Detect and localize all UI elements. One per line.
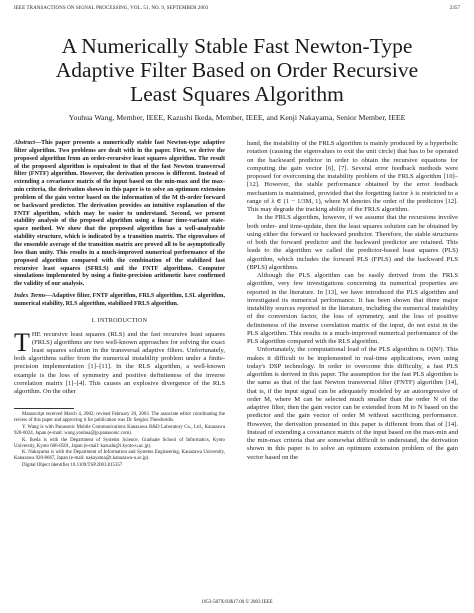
index-terms-text: Adaptive filter, FNTF algorithm, FRLS algorithm, LSL algorithm, numerical stability, RLS algorithm, stabilized FRLS algorithm. bbox=[14, 293, 225, 307]
body-paragraph: Unfortunately, the computational load of the PLS algorithm is O(N²). This makes it difficult to be implemented in real-time applications, even using today's DSP technology. In order to overcome this difficulty, a fast PLS algorithm is derived in this paper. The assumption for the fast PLS algorithm is the same as that of the fast Newton transversal filter (FNTF) algorithm [14], that is, if the input signal can be adequately modeled by an autoregressive of order M, where M can be selected much smaller than the order N of the adaptive filter, then the gain vector can be extended from M to N based on the predictor and the gain vector of order M without sacrificing performance. However, the derivation presented in this paper is different from that of [14]. Instead of extending a covariance matrix of the input based on the max-min and the min-max criteria that are somewhat difficult to understand, the derivation shown in this paper is to solve an optimum extension problem of the gain vector based on the bbox=[247, 346, 458, 461]
abstract bbox=[14, 140, 225, 289]
footnote: Digital Object Identifier 10.1109/TSP.2003.815357 bbox=[22, 462, 123, 468]
abstract-text: This paper presents a numerically stable fast Newton-type adaptive filter algorithm. Two problems are dealt with in the paper. First, we derive the proposed algorithm from an order-recursive least squares algorithm. The result of the proposed algorithm is equivalent to that of the fast Newton transversal filter (FNTF) algorithm. However, the derivation process is different. Instead of extending a covariance matrix of the input based on the min-max and the max-min criteria, the derivation shown in this paper is to solve an optimum extension problem of the gain vector based on the information of the M th-order forward or backward predictor. The derivation provides an intuitive explanation of the FNTF algorithm, which may be easier to understand. Second, we present stability analysis of the proposed algorithm using a linear time-variant state-space method. We show that the proposed algorithm has a well-analyzable stability structure, which is indicated by a transition matrix. The eigenvalues of the ensemble average of the transition matrix are proved all to be asymptotically less than unity. This results in a much-improved numerical performance of the proposed algorithm compared with the combination of the stabilized fast recursive least squares (SFRLS) and the FNTF algorithms. Computer simulations implemented by using a finite-precision arithmetic have confirmed the validity of our analysis. bbox=[14, 140, 225, 288]
abstract-label: Abstract— bbox=[14, 140, 42, 146]
footnote: Y. Wang is with Panasonic Mobile Communications Kanazawa R&D Laboratory Co., Ltd., Kanazawa 920-0024, Japan (e-mail: wang.youhua@jp.panasonic.com). bbox=[14, 424, 225, 436]
index-terms bbox=[14, 293, 225, 309]
footnote: K. Ikeda is with the Department of Systems Science, Graduate School of Informatics, Kyoto University, Kyoto 606-8501, Japan (e-mail: kazushi@i.kyoto-u.ac.jp). bbox=[14, 437, 225, 449]
paper-title: A Numerically Stable Fast Newton-Type Adaptive Filter Based on Order Recursive Least Squares Algorithm bbox=[55, 34, 419, 106]
drop-cap: T bbox=[14, 327, 30, 357]
page-number: 2357 bbox=[449, 6, 460, 11]
body-paragraph: In the FRLS algorithm, however, if we assume that the recursions involve both order- and time-update, then the least squares solution can be obtained by using either the forward or backward predictor. Therefore, the stable structures of both the forward predictor and the backward predictor are retained. This leads to the algorithm we called the predictor-based least squares (PLS) algorithm, which includes the forward PLS (FPLS) and the backward PLS (BPLS) algorithms. bbox=[247, 214, 458, 271]
right-column bbox=[247, 140, 458, 462]
footnote: K. Nakayama is with the Department of Information and Systems Engineering, Kanazawa University, Kanazawa 920-8667, Japan (e-mail: nakayama@t.kanazawa-u.ac.jp). bbox=[14, 450, 225, 462]
author-list: Youhua Wang, Member, IEEE, Kazushi Ikeda, Member, IEEE, and Kenji Nakayama, Senior Member, IEEE bbox=[68, 113, 406, 122]
copyright-line: 1053-587X/03$17.00 © 2003 IEEE bbox=[201, 600, 273, 605]
journal-name: IEEE TRANSACTIONS ON SIGNAL PROCESSING, VOL. 51, NO. 9, SEPTEMBER 2003 bbox=[14, 6, 209, 11]
index-terms-label: Index Terms— bbox=[14, 293, 52, 300]
intro-paragraph bbox=[14, 327, 225, 397]
footnote: Manuscript received March 4, 2002; revised February 20, 2003. The associate editor coordinating the review of this paper and approving it for publication was Dr. Sergios Theodoridis. bbox=[14, 412, 225, 424]
intro-text: HE recursive least squares (RLS) and the fast recursive least squares (FRLS) algorithms are two well-known approaches for solving the exact least squares solution in the transversal adaptive filters. Unfortunately, both algorithms suffer from the numerical instability problem under a finite-precision implementation [1]–[11]. In the RLS algorithm, a well-known example is the loss of symmetry and positive definiteness of the inverse correlation matrix [1]–[4]. This causes an explosive divergence of the RLS algorithm. On the other bbox=[14, 330, 225, 395]
footnote-divider bbox=[14, 408, 74, 409]
section-heading: I. INTRODUCTION bbox=[91, 317, 148, 324]
body-paragraph: Although the PLS algorithm can be easily derived from the FRLS algorithm, very few investigations concerning its numerical properties are reported in the literature. In [13], we have introduced the PLS algorithm and investigated its numerical performance. It has been shown that three major instability sources reported in the literature, including the numerical instability of the conversion factor, the loss of symmetry, and the loss of positive definiteness of the inverse correlation matrix of the input, do not exist in the PLS algorithm. This results in a much-improved numerical performance of the PLS algorithm compared with the RLS algorithm. bbox=[247, 272, 458, 345]
body-paragraph: hand, the instability of the FRLS algorithm is mainly produced by a hyperbolic rotation (causing the eigenvalues to exit the unit circle) that has to be operated on the backward predictor in order to obtain the recursive equations for computing the gain vector [6], [7]. Several error feedback methods were proposed for overcoming the instability problem of the FRLS algorithm [10]–[12]. However, the stable performance obtained by the error feedback mechanism is maintained, provided that the forgetting factor λ is restricted to a range of λ ∈ (1 − 1/3M, 1), where M denotes the order of the predictors [12]. This may degrade the tracking ability of the FRLS algorithm. bbox=[247, 140, 458, 213]
left-column bbox=[14, 140, 225, 470]
footnotes bbox=[14, 412, 225, 469]
running-header bbox=[14, 6, 460, 11]
